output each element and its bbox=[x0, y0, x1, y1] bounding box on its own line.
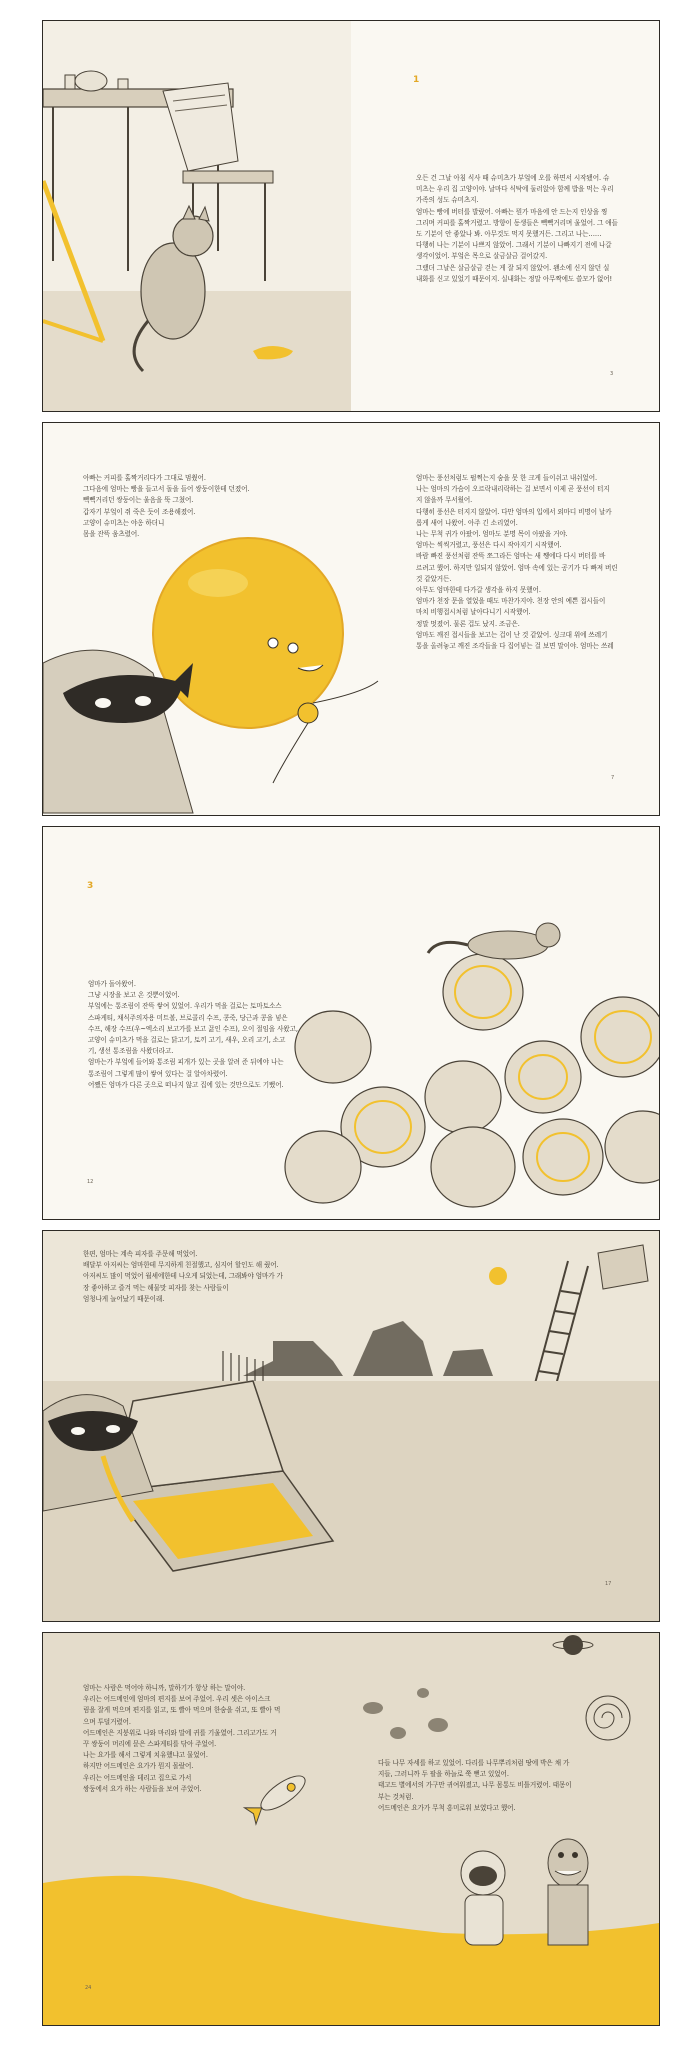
text-line: 고양이 슈미츠가 먹을 걸로는 닭고기, 토끼 고기, 새우, 오리 고기, 소고 bbox=[88, 1036, 286, 1045]
text-line: 그다음에 엄마는 빵을 들고서 돌을 들어 쌍둥이한테 던졌어. bbox=[83, 485, 250, 494]
text-line: 어드메인은 요가가 무척 흥미로워 보였다고 했어. bbox=[378, 1803, 516, 1812]
text-line: 으며 투덜거렸어. bbox=[83, 1717, 131, 1726]
page-text bbox=[88, 979, 338, 1091]
text-line: 엄마는가 부엌에 들어와 통조림 피개가 있는 곳을 알려 준 뒤에야 나는 bbox=[88, 1058, 284, 1067]
text-line: 내화를 신고 있었기 때문이지. 실내화는 정말 아무짝에도 쓸모가 없어! bbox=[416, 274, 613, 283]
text-line: 아무도 엄마한테 다가갈 생각을 하지 못했어. bbox=[416, 586, 541, 595]
text-line: 장 좋아하고 즐겨 먹는 해물맛 피자를 찾는 사람들이 bbox=[83, 1283, 229, 1292]
text-line: 부는 것처럼. bbox=[378, 1792, 414, 1801]
page-number: 12 bbox=[87, 1179, 94, 1185]
spread-2 bbox=[42, 422, 660, 816]
text-line: 도 기분이 안 좋았나 봐. 아무것도 먹지 못했거든. 그리고 나는…… bbox=[416, 230, 602, 239]
text-line: 나는 요가를 해서 그렇게 치유했냐고 물었어. bbox=[83, 1751, 208, 1760]
text-line: 하지만 어드메인은 요가가 뭔지 몰랐어. bbox=[83, 1762, 194, 1771]
text-line: 엄청나게 늘어났기 때문이래. bbox=[83, 1294, 165, 1303]
chapter-number: 3 bbox=[87, 881, 94, 891]
text-line: 우리는 어드메인에 엄마의 편지를 보여 주었어. 우리 셋은 아이스크 bbox=[83, 1695, 271, 1704]
text-line: 지들, 그러니까 두 팔을 하늘로 쭉 뻗고 있었어. bbox=[378, 1770, 509, 1779]
text-line: 마치 비행접시처럼 날아다니기 시작했어. bbox=[416, 608, 531, 617]
text-line: 쌍둥에서 요가 하는 사람들을 보여 주었어. bbox=[83, 1784, 202, 1793]
text-line: 지 않을까 무서웠어. bbox=[416, 496, 473, 505]
text-line: 엄마가 천장 문을 열었을 때도 마찬가지야. 천장 안의 예쁜 접시들이 bbox=[416, 597, 606, 606]
text-line: 다들 나무 자세를 하고 있었어. 다리를 나무뿌리처럼 땅에 박은 채 가 bbox=[378, 1759, 570, 1767]
page-text-left bbox=[83, 473, 323, 540]
text-line: 아저씨도 많이 먹었어 월셰에한테 나오게 되었는데, 그래봐야 엄마가 가 bbox=[83, 1272, 283, 1281]
text-line: 그랬더 그날은 살금살금 걷는 게 잘 되지 않았어. 왠소에 신지 않던 실 bbox=[416, 263, 610, 272]
page-number: 3 bbox=[610, 371, 614, 377]
text-line: 배달부 아저씨는 엄마한테 무지하게 친절했고, 심지어 할인도 해 줬어. bbox=[83, 1261, 279, 1270]
text-line: 르려고 했어. 하지만 일되지 않았어. 엄마 속에 있는 공기가 다 빠져 버린 bbox=[416, 563, 618, 572]
text-line: 빽빽거리던 쌍둥이는 울음을 뚝 그쳤어. bbox=[83, 496, 194, 505]
text-line: 것 같았거든. bbox=[416, 574, 452, 583]
text-line: 고양이 슈미츠는 야옹 하더니 bbox=[83, 518, 165, 527]
page-number: 24 bbox=[85, 1985, 92, 1991]
text-line: 그냥 시장을 보고 온 것뿐이었어. bbox=[88, 991, 180, 1000]
page-text-right bbox=[378, 1758, 628, 1814]
text-line: 엄마는 풍선처럼도 펄쩍는지 숨을 못 한 크게 들이쉬고 내쉬었어. bbox=[416, 474, 597, 482]
text-line: 부엌에는 통조림이 잔뜩 쌓여 있었어. 우리가 먹을 걸로는 토마토소스 bbox=[88, 1002, 282, 1011]
text-line: 오든 건 그날 아침 식사 때 슈미츠가 부엌에 오를 하면서 시작됐어. 슈 bbox=[416, 174, 610, 182]
text-line: 다행히 나는 기분이 나쁘지 않았어. 그래서 기분이 나빠지기 전에 나갈 bbox=[416, 241, 612, 250]
text-line: 어드메인은 지붕위로 나와 마리와 말에 귀를 기울였어. 그리고가도 거 bbox=[83, 1728, 277, 1737]
text-line: 가족의 성도 슈미츠지. bbox=[416, 196, 479, 205]
page-text bbox=[416, 173, 636, 285]
spread-4 bbox=[42, 1230, 660, 1622]
text-line: 아빠는 커피를 홀짝거리다가 그대로 멈췄어. bbox=[83, 474, 206, 482]
text-line: 바람 빠진 풍선처럼 잔뜩 쪼그라든 엄마는 새 쨍에다 다시 버터를 바 bbox=[416, 552, 606, 561]
page-number: 7 bbox=[611, 775, 615, 781]
text-line: 정말 멋졌어. 물론 겁도 났지. 조금은. bbox=[416, 619, 520, 628]
text-line: 그리며 커피를 홀짝거렸고. 방향이 동생들은 빽빽거리며 울었어. 그 애들 bbox=[416, 218, 618, 227]
text-line: 기, 생선 통조림을 사왔더라고. bbox=[88, 1047, 174, 1056]
page-text-right bbox=[416, 473, 641, 652]
chapter-number: 1 bbox=[413, 75, 420, 85]
page-number: 17 bbox=[605, 1581, 612, 1587]
text-line: 생각이었어. 부엌은 목으로 살금살금 걸어갔지. bbox=[416, 252, 548, 261]
text-line: 통조림이 그렇게 많이 쌓여 있다는 걸 알아차렸어. bbox=[88, 1069, 228, 1078]
text-line: 엄마도 깨진 접시들을 보고는 겁이 난 것 같았어. 싱크대 위에 쓰레기 bbox=[416, 630, 608, 639]
text-line: 수프, 해장 수프(우~엑소리 보고가를 보고 끓인 수프), 오이 절임을 사왔고, bbox=[88, 1024, 298, 1033]
text-line: 꾸 쌍둥이 머리에 묻은 스파게티를 닦아 주었어. bbox=[83, 1740, 217, 1749]
text-line: 엄마가 돌아왔어. bbox=[88, 980, 136, 988]
text-line: 미츠는 우리 집 고양이야. 날마다 식탁에 둘러앉아 함께 밥을 먹는 우리 bbox=[416, 185, 614, 194]
text-line: 태고드 별에서의 가구만 귀여워졌고, 나무 몸통도 비틀거렸어. 태몽이 bbox=[378, 1781, 572, 1790]
text-line: 엄마는 사람은 먹어야 하니까, 말하기가 항상 하는 말이야. bbox=[83, 1684, 246, 1692]
text-line: 다행히 풍선은 터지지 않았어. 다만 엄마의 입에서 외마디 비명이 날카 bbox=[416, 507, 612, 516]
text-line: 갑자기 부엌이 쥐 죽은 듯이 조용해졌어. bbox=[83, 507, 196, 516]
text-line: 스파게티, 채식주의자용 미트볼, 브로콜리 수프, 콩죽, 당근과 콩을 넣은 bbox=[88, 1013, 288, 1022]
page-text-left bbox=[83, 1683, 333, 1795]
text-line: 몸을 잔뜩 움츠렸어. bbox=[83, 530, 140, 539]
text-line: 림을 잘게 먹으며 편지를 읽고, 또 빨아 먹으며 한숨을 쉬고, 또 빨아 먹 bbox=[83, 1706, 281, 1715]
text-line: 우리는 어드메인을 데리고 집으로 가서 bbox=[83, 1773, 192, 1782]
text-line: 한편, 엄마는 계속 피자를 주문해 먹었어. bbox=[83, 1250, 198, 1258]
text-line: 나는 엄마의 가슴이 오르락내리락하는 걸 보면서 이제 곧 풍선이 터지 bbox=[416, 485, 610, 494]
spread-5 bbox=[42, 1632, 660, 2026]
text-line: 나는 무척 귀가 아팠어. 엄마도 분명 목이 아팠을 거야. bbox=[416, 530, 568, 539]
text-line: 롭게 새어 나왔어. 아주 긴 소리였어. bbox=[416, 518, 518, 527]
text-line: 통을 올려놓고 깨진 조각들을 다 집어넣는 걸 보면 말이야. 엄마는 쓰레 bbox=[416, 642, 614, 651]
page-text bbox=[83, 1249, 383, 1305]
text-line: 어쨌든 엄마가 다른 곳으로 떠나지 않고 집에 있는 것만으로도 기뻤어. bbox=[88, 1080, 284, 1089]
spread-3 bbox=[42, 826, 660, 1220]
text-line: 엄마는 씩씩거렸고, 풍선은 다시 작아지기 시작했어. bbox=[416, 541, 562, 550]
spread-1 bbox=[42, 20, 660, 412]
text-line: 엄마는 빵에 버터를 발랐어. 아빠는 뭔가 마음에 안 드는지 인상을 찡 bbox=[416, 207, 608, 216]
